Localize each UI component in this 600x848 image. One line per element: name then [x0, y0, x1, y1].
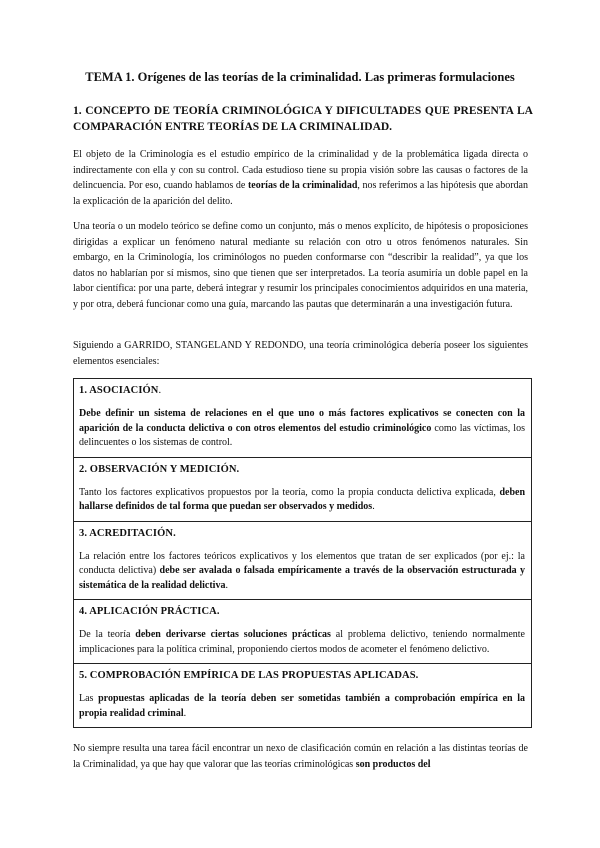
element-box — [74, 522, 531, 601]
bold-term: son productos del — [355, 758, 431, 770]
paragraph-theory-definition: Una teoría o un modelo teórico se define como un conjunto, más o menos explícito, de hipótesis o proposiciones dirigidas a explicar un fenómeno natural mediante su relación con otro u otros fenómenos naturales. Sin embargo, en la Criminología, los criminólogos no pueden conformarse con “describir la realidad”, ya que los datos no hablarían por sí mismos, sino que tienen que ser interpretados. La teoría asumiría un doble papel en la labor científica: por una parte, deberá integrar y resumir los principales conocimientos adquiridos en una materia, y por otra, deberá funcionar como una guía, marcando las pautas que determinarán a una investigación futura. — [73, 221, 528, 310]
paragraph-classification — [73, 741, 528, 772]
section-heading: 1. CONCEPTO DE TEORÍA CRIMINOLÓGICA Y DIFICULTADES QUE PRESENTA LA COMPARACIÓN ENTRE TEORÍAS DE LA CRIMINALIDAD. — [73, 105, 533, 133]
element-text: La relación entre los factores teóricos explicativos y los elementos que tratan de ser explicados (por ej.: la conducta delictiva) debe ser avalada o falsada empíricamente a través de la observación estructurada y sistemática de la realidad delictiva. — [79, 550, 525, 591]
element-title: 2. OBSERVACIÓN Y MEDICIÓN. — [79, 463, 240, 475]
element-text: Las propuestas aplicadas de la teoría deben ser sometidas también a comprobación empírica en la propia realidad criminal. — [79, 693, 525, 719]
paragraph-essential-elements-intro: Siguiendo a GARRIDO, STANGELAND Y REDONDO, una teoría criminológica debería poseer los siguientes elementos esenciales: — [73, 340, 528, 367]
element-title: 3. ACREDITACIÓN. — [79, 527, 176, 539]
paragraph-text: , nos referimos a las hipótesis que abordan la explicación de la aparición del delito. — [73, 180, 528, 207]
paragraph-text: El objeto de la Criminología es el estudio empírico de la criminalidad y de la problemática ligada directa o indirectamente con ella y con su control. Cada estudioso tiene su propia visión sobre las causas o factores de la delincuencia. Por eso, cuando hablamos de — [73, 149, 528, 191]
essential-elements-table — [73, 378, 532, 728]
element-title: 1. ASOCIACIÓN. — [79, 385, 162, 396]
element-text: Tanto los factores explicativos propuestos por la teoría, como la propia conducta delictiva explicada, deben hallarse definidos de tal forma que puedan ser observados y medidos. — [79, 486, 525, 512]
paragraph-text: No siempre resulta una tarea fácil encontrar un nexo de clasificación común en relación a las distintas teorías de la Criminalidad, ya que hay que valorar que las teorías criminológicas — [73, 743, 528, 770]
element-title: 4. APLICACIÓN PRÁCTICA. — [79, 606, 220, 617]
document-title: TEMA 1. Orígenes de las teorías de la criminalidad. Las primeras formulaciones — [85, 70, 515, 84]
element-text: De la teoría deben derivarse ciertas soluciones prácticas al problema delictivo, teniendo normalmente implicaciones para la política criminal, proponiendo ciertos modos de acometer el fenómeno delictivo. — [79, 629, 525, 655]
element-box — [74, 458, 531, 522]
element-text: Debe definir un sistema de relaciones en el que uno o más factores explicativos se conecten con la aparición de la conducta delictiva o con otros elementos del estudio criminológico como las víctimas, los delincuentes o los sistemas de control. — [79, 408, 525, 448]
element-box — [74, 379, 531, 458]
paragraph-object-of-criminology — [73, 147, 528, 209]
bold-term: teorías de la criminalidad — [247, 180, 358, 191]
element-box — [74, 600, 531, 664]
element-title: 5. COMPROBACIÓN EMPÍRICA DE LAS PROPUESTAS APLICADAS. — [79, 670, 419, 681]
element-box — [74, 664, 531, 727]
